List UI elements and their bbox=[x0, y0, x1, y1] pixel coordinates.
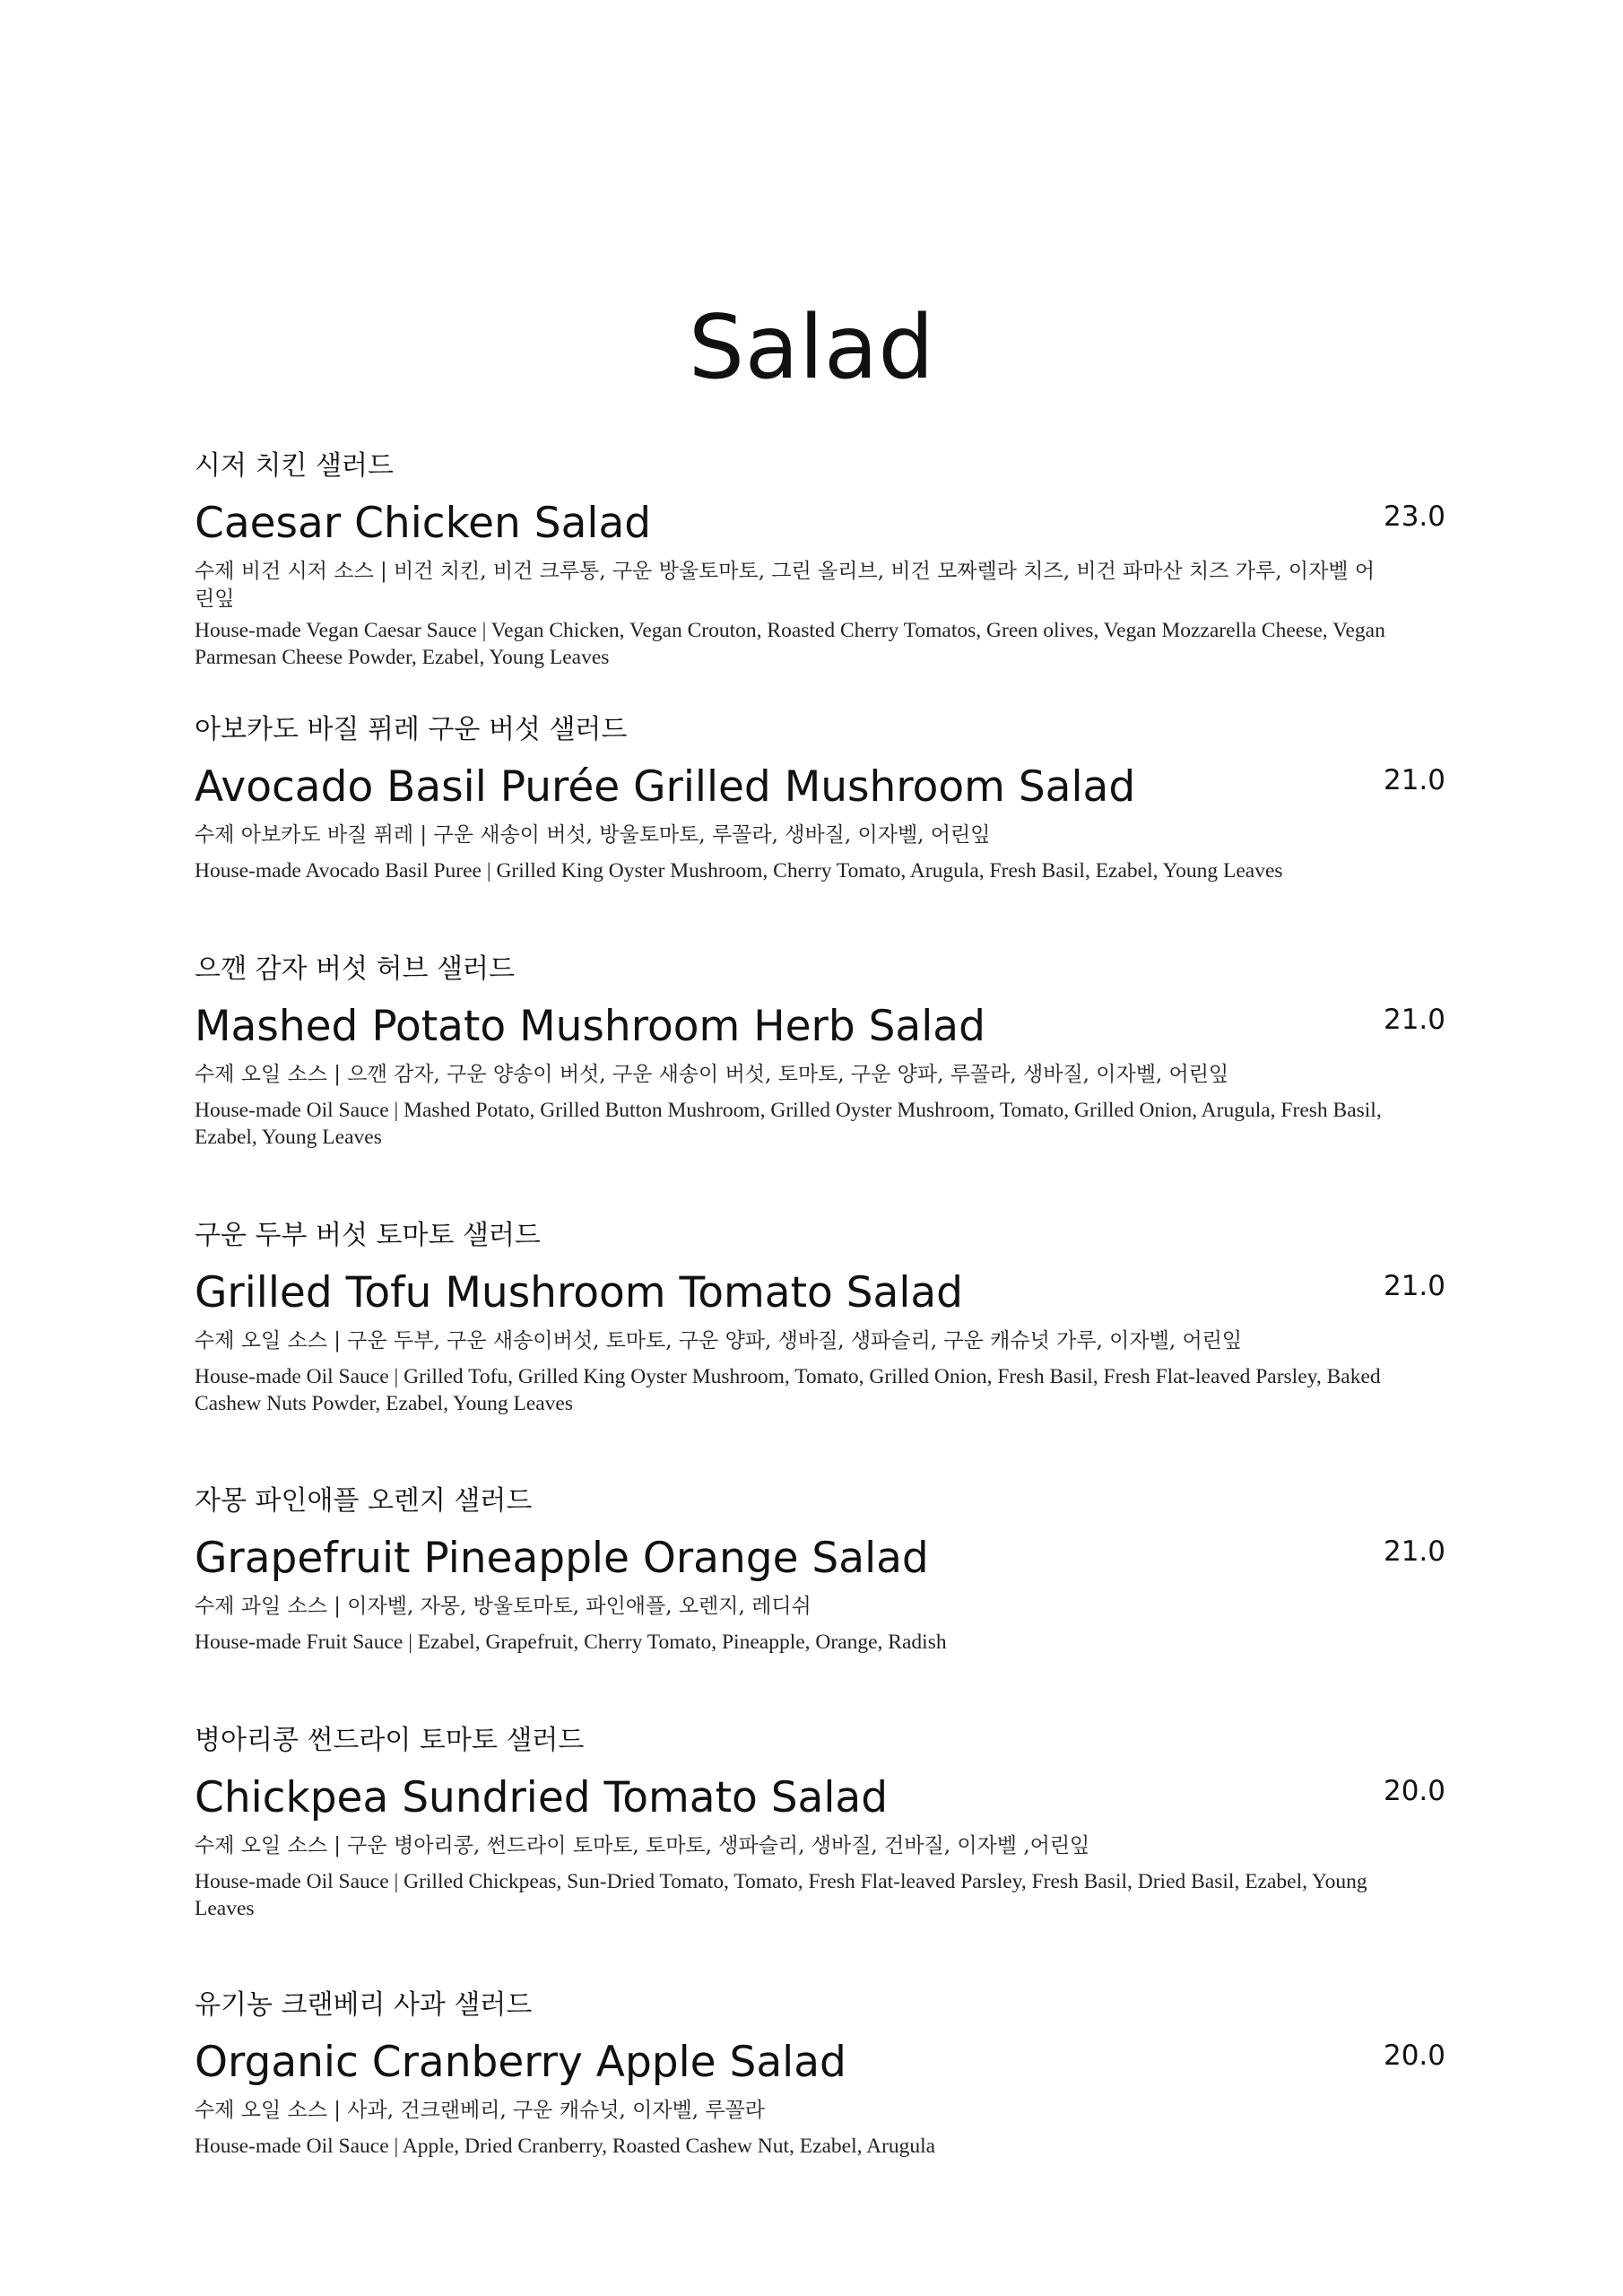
item-name-english: Caesar Chicken Salad bbox=[195, 499, 652, 548]
item-name-english: Organic Cranberry Apple Salad bbox=[195, 2038, 846, 2087]
item-name-korean: 자몽 파인애플 오렌지 샐러드 bbox=[195, 1485, 533, 1517]
item-description-korean: 수제 과일 소스 | 이자벨, 자몽, 방울토마토, 파인애플, 오렌지, 레디쉬 bbox=[195, 1595, 812, 1618]
item-price: 20.0 bbox=[1383, 2039, 1445, 2072]
item-name-korean: 유기농 크랜베리 사과 샐러드 bbox=[195, 1989, 533, 2021]
item-description-korean: 수제 오일 소스 | 구운 두부, 구운 새송이버섯, 토마토, 구운 양파, 생바질, 생파슬리, 구운 캐슈넛 가루, 이자벨, 어린잎 bbox=[195, 1329, 1243, 1352]
item-name-english: Mashed Potato Mushroom Herb Salad bbox=[195, 1002, 985, 1051]
item-description-korean: 수제 비건 시저 소스 | 비건 치킨, 비건 크루통, 구운 방울토마토, 그린 올리브, 비건 모짜렐라 치즈, 비건 파마산 치즈 가루, 이자벨 어린잎 bbox=[195, 560, 1376, 611]
item-description-english: House-made Oil Sauce | Grilled Chickpeas, Sun-Dried Tomato, Tomato, Fresh Flat-leaved Parsley, Fresh Basil, Dried Basil, Ezabel, Young Leaves bbox=[195, 1870, 1367, 1920]
item-price: 21.0 bbox=[1383, 1270, 1445, 1302]
item-name-english: Grilled Tofu Mushroom Tomato Salad bbox=[195, 1268, 964, 1318]
item-description-korean: 수제 오일 소스 | 구운 병아리콩, 썬드라이 토마토, 토마토, 생파슬리, 생바질, 건바질, 이자벨 ,어린잎 bbox=[195, 1834, 1090, 1857]
item-description-english: House-made Fruit Sauce | Ezabel, Grapefruit, Cherry Tomato, Pineapple, Orange, Radish bbox=[195, 1631, 947, 1654]
item-description-english: House-made Vegan Caesar Sauce | Vegan Chicken, Vegan Crouton, Roasted Cherry Tomatos, Green olives, Vegan Mozzarella Cheese, Vegan Parmesan Cheese Powder, Ezabel, Young Leaves bbox=[195, 619, 1385, 669]
item-name-korean: 아보카도 바질 퓌레 구운 버섯 샐러드 bbox=[195, 714, 628, 745]
item-description-korean: 수제 오일 소스 | 으깬 감자, 구운 양송이 버섯, 구운 새송이 버섯, 토마토, 구운 양파, 루꼴라, 생바질, 이자벨, 어린잎 bbox=[195, 1063, 1229, 1086]
item-description-korean: 수제 오일 소스 | 사과, 건크랜베리, 구운 캐슈넛, 이자벨, 루꼴라 bbox=[195, 2099, 766, 2122]
item-price: 23.0 bbox=[1383, 500, 1445, 533]
item-price: 21.0 bbox=[1383, 764, 1445, 796]
item-description-english: House-made Avocado Basil Puree | Grilled King Oyster Mushroom, Cherry Tomato, Arugula, Fresh Basil, Ezabel, Young Leaves bbox=[195, 859, 1283, 883]
menu-item bbox=[195, 712, 1445, 883]
menu-item bbox=[195, 448, 1445, 669]
item-description-english: House-made Oil Sauce | Grilled Tofu, Grilled King Oyster Mushroom, Tomato, Grilled Onion, Fresh Basil, Fresh Flat-leaved Parsley, Baked Cashew Nuts Powder, Ezabel, Young Leaves bbox=[195, 1365, 1381, 1415]
menu-item bbox=[195, 1483, 1445, 1654]
menu-item bbox=[195, 1723, 1445, 1920]
item-name-korean: 구운 두부 버섯 토마토 샐러드 bbox=[195, 1220, 541, 1251]
item-name-korean: 병아리콩 썬드라이 토마토 샐러드 bbox=[195, 1725, 585, 1756]
menu-item bbox=[195, 1987, 1445, 2158]
menu-item bbox=[195, 1218, 1445, 1415]
item-description-korean: 수제 아보카도 바질 퓌레 | 구운 새송이 버섯, 방울토마토, 루꼴라, 생바질, 이자벨, 어린잎 bbox=[195, 823, 991, 847]
item-price: 21.0 bbox=[1383, 1535, 1445, 1568]
item-price: 21.0 bbox=[1383, 1004, 1445, 1036]
item-price: 20.0 bbox=[1383, 1775, 1445, 1807]
item-description-english: House-made Oil Sauce | Mashed Potato, Grilled Button Mushroom, Grilled Oyster Mushroom, Tomato, Grilled Onion, Arugula, Fresh Basil, Ezabel, Young Leaves bbox=[195, 1099, 1382, 1149]
item-description-english: House-made Oil Sauce | Apple, Dried Cranberry, Roasted Cashew Nut, Ezabel, Arugula bbox=[195, 2135, 936, 2158]
item-name-english: Avocado Basil Purée Grilled Mushroom Salad bbox=[195, 762, 1136, 812]
item-name-english: Grapefruit Pineapple Orange Salad bbox=[195, 1534, 929, 1583]
item-name-korean: 으깬 감자 버섯 허브 샐러드 bbox=[195, 953, 515, 985]
menu-item bbox=[195, 952, 1445, 1149]
page-title: Salad bbox=[688, 297, 935, 399]
item-name-korean: 시저 치킨 샐러드 bbox=[195, 450, 394, 482]
item-name-english: Chickpea Sundried Tomato Salad bbox=[195, 1773, 889, 1822]
